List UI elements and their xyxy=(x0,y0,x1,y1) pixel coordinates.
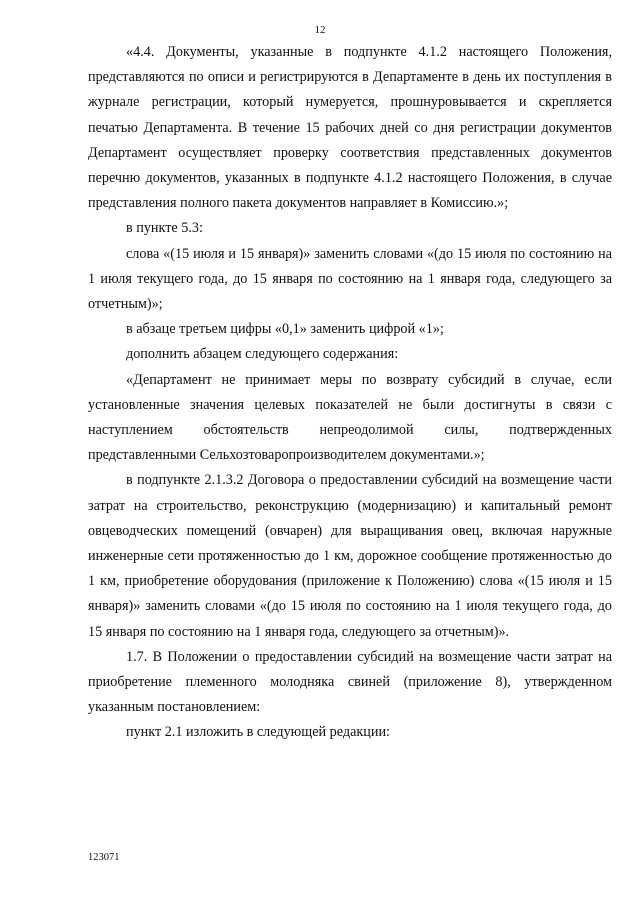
page-number: 12 xyxy=(314,24,326,36)
paragraph-subclause-2-1-3-2: в подпункте 2.1.3.2 Договора о предоставлении субсидий на возмещение части затрат на строительство, реконструкцию (модернизацию) и капитальный ремонт овцеводческих помещений (овчарен) для выращивания овец, включая наружные инженерные сети протяженностью до 1 км, дорожное сообщение протяженностью до 1 км, приобретение оборудования (приложение к Положению) слова «(15 июля и 15 января)» заменить словами «(до 15 июля по состоянию на 1 июля текущего года, до 15 января по состоянию на 1 января года, следующего за отчетным)». xyxy=(88,472,612,640)
paragraph-department-clause: «Департамент не принимает меры по возврату субсидий в случае, если установленные значения целевых показателей не были достигнуты в связи с наступлением обстоятельств непреодолимой силы, подтвержденных представленными Сельхозтоваропроизводителем документами.»; xyxy=(88,371,612,464)
document-code: 123071 xyxy=(88,852,120,863)
document-body xyxy=(88,40,612,746)
paragraph-4-4: «4.4. Документы, указанные в подпункте 4.1.2 настоящего Положения, представляются по описи и регистрируются в Департаменте в день их поступления в журнале регистрации, который нумеруется, прошнуровывается и скрепляется печатью Департамента. В течение 15 рабочих дней со дня регистрации документов Департамент осуществляет проверку соответствия представленных документов перечню документов, указанных в подпункте 4.1.2 настоящего Положения, в случае представления полного пакета документов направляет в Комиссию.»; xyxy=(88,44,612,212)
paragraph-item-5-3: в пункте 5.3: xyxy=(126,220,203,237)
paragraph-item-2-1: пункт 2.1 изложить в следующей редакции: xyxy=(126,724,390,741)
paragraph-replace-digits: в абзаце третьем цифры «0,1» заменить цифрой «1»; xyxy=(126,321,444,338)
paragraph-add-clause: дополнить абзацем следующего содержания: xyxy=(126,346,399,363)
paragraph-replace-dates: слова «(15 июля и 15 января)» заменить словами «(до 15 июля по состоянию на 1 июля текущего года, до 15 января по состоянию на 1 января года, следующего за отчетным)»; xyxy=(88,245,612,313)
paragraph-1-7: 1.7. В Положении о предоставлении субсидий на возмещение части затрат на приобретение племенного молодняка свиней (приложение 8), утвержденном указанным постановлением: xyxy=(88,648,612,716)
